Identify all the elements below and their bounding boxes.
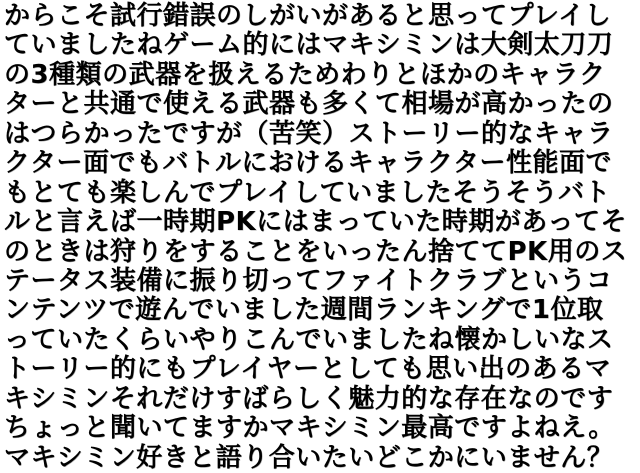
text-line: のときは狩りをすることをいったん捨ててPK用のス: [4, 236, 628, 267]
text-line: ンテンツで遊んでいました週間ランキングで1位取: [4, 295, 604, 326]
text-line: ルと言えば一時期PKにはまっていた時期があってそ: [4, 207, 627, 238]
text-line: ていましたねゲーム的にはマキシミンは大剣太刀刀: [4, 30, 614, 61]
text-line: テータス装備に振り切ってファイトクラブというコ: [4, 265, 613, 296]
text-line: はつらかったですが（苦笑）ストーリー的なキャラ: [4, 118, 614, 149]
text-line: マキシミン好きと語り合いたいどこかにいません？: [4, 442, 614, 473]
text-line: ちょっと聞いてますかマキシミン最高ですよねえ。: [4, 413, 615, 444]
text-line: もとても楽しんでプレイしていましたそうそうバト: [4, 177, 611, 208]
text-line: ターと共通で使える武器も多くて相場が高かったの: [4, 89, 614, 120]
text-line: トーリー的にもプレイヤーとしても思い出のあるマ: [4, 354, 612, 385]
text-line: からこそ試行錯誤のしがいがあると思ってプレイし: [4, 1, 612, 31]
text-line: キシミンそれだけすばらしく魅力的な存在なのです: [4, 383, 614, 414]
text-line: の3種類の武器を扱えるためわりとほかのキャラク: [4, 59, 606, 90]
text-line: っていたくらいやりこんでいましたね懐かしいなス: [4, 324, 614, 355]
text-line: クター面でもバトルにおけるキャラクター性能面で: [4, 148, 612, 179]
